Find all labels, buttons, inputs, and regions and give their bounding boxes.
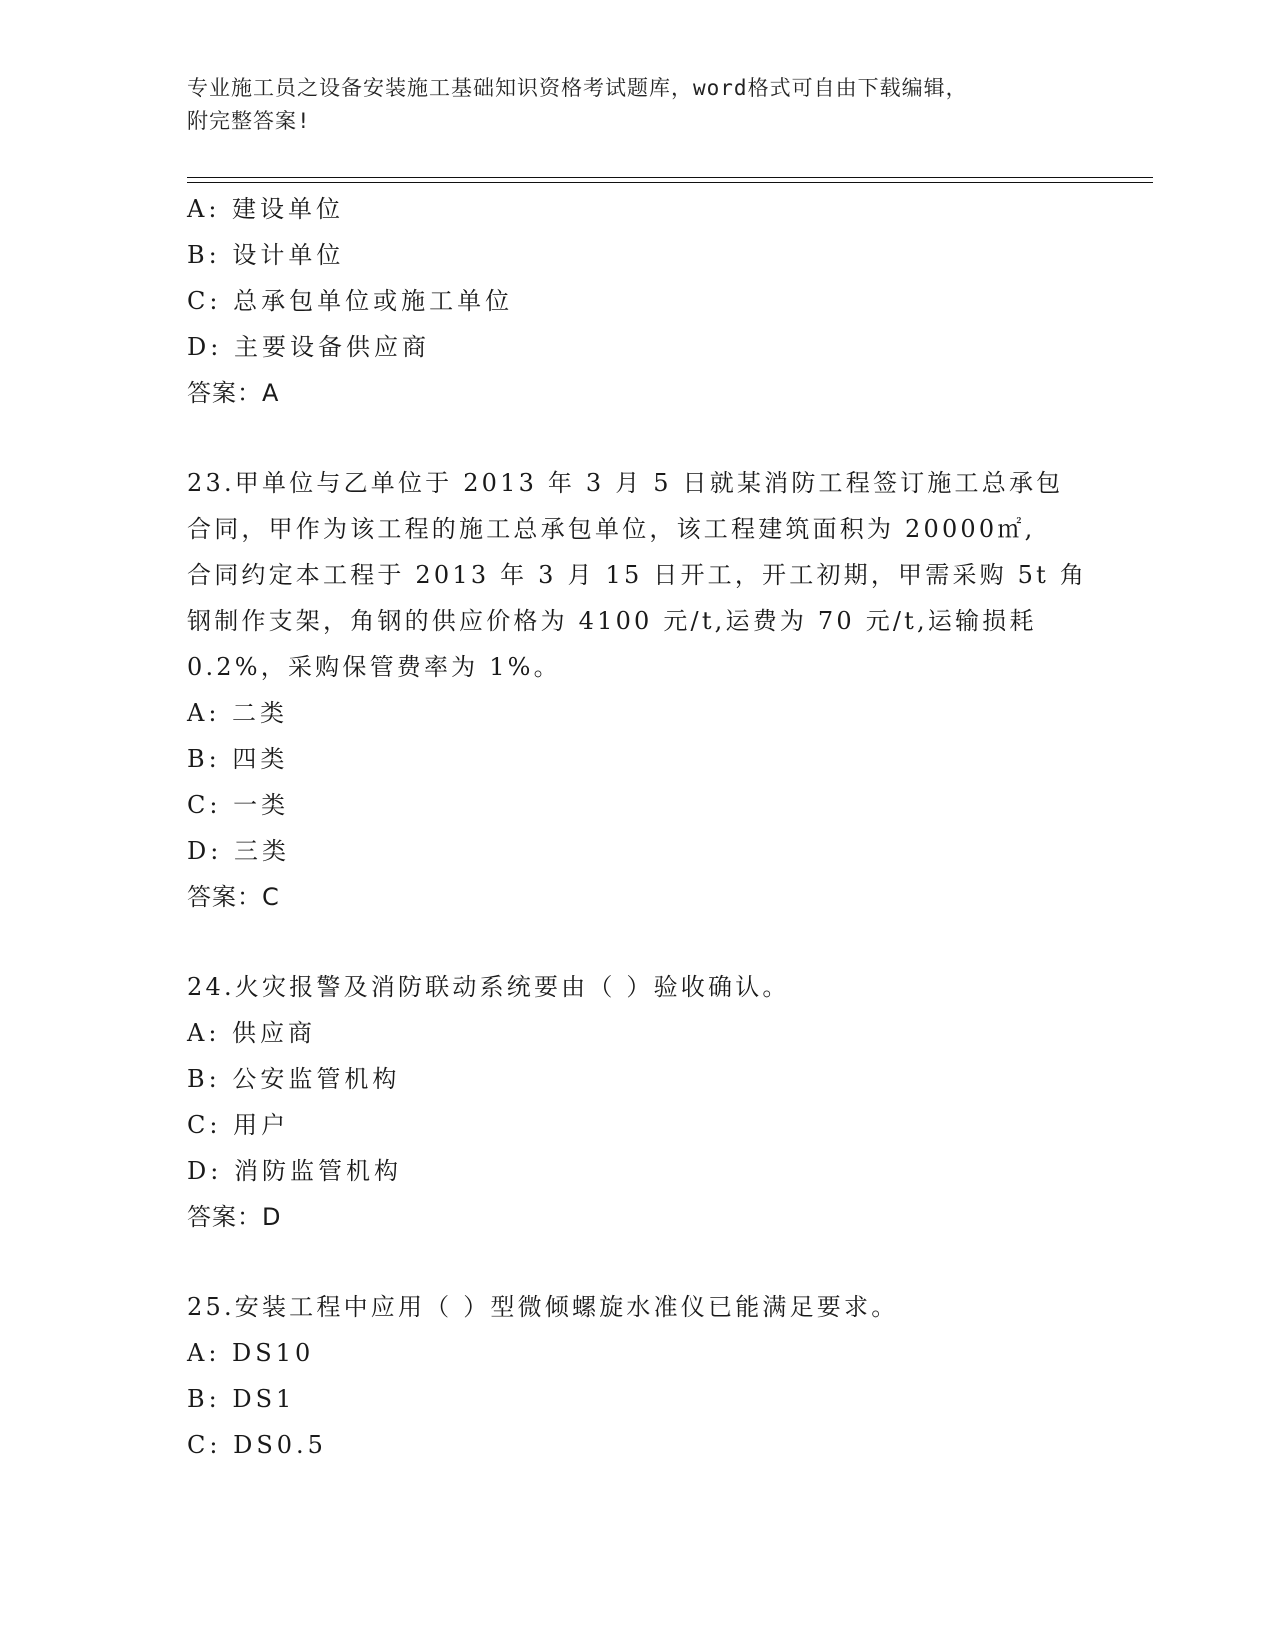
option-a: A: 建设单位 [187, 195, 345, 223]
answer-line: 答案：A [187, 379, 280, 407]
option-b: B: DS1 [187, 1385, 296, 1413]
header-rule-bottom [187, 182, 1153, 183]
option-d: D: 消防监管机构 [187, 1157, 402, 1185]
question-list [187, 186, 1087, 1468]
answer-line: 答案：C [187, 883, 280, 911]
option-c: C: 用户 [187, 1111, 290, 1139]
option-c: C: 总承包单位或施工单位 [187, 287, 514, 315]
question-stem-line: 25.安装工程中应用（ ）型微倾螺旋水准仪已能满足要求。 [187, 1293, 899, 1321]
header-line-1: 专业施工员之设备安装施工基础知识资格考试题库，word格式可自由下载编辑， [187, 76, 968, 100]
option-d: D: 主要设备供应商 [187, 333, 430, 361]
option-c: C: DS0.5 [187, 1431, 327, 1459]
question-23 [187, 460, 1087, 920]
question-stem-line: 合同约定本工程于 2013 年 3 月 15 日开工，开工初期，甲需采购 5t 角 [187, 561, 1088, 589]
option-a: A: 供应商 [187, 1019, 317, 1047]
question-stem-line: 钢制作支架，角钢的供应价格为 4100 元/t,运费为 70 元/t,运输损耗 [187, 607, 1037, 635]
question-24 [187, 964, 1087, 1240]
question-stem-line: 24.火灾报警及消防联动系统要由（ ）验收确认。 [187, 973, 790, 1001]
answer-line: 答案：D [187, 1203, 282, 1231]
option-b: B: 设计单位 [187, 241, 345, 269]
option-d: D: 三类 [187, 837, 290, 865]
option-c: C: 一类 [187, 791, 290, 819]
question-22 [187, 186, 1087, 416]
option-a: A: 二类 [187, 699, 289, 727]
header-line-2: 附完整答案! [187, 109, 311, 133]
question-stem-line: 23.甲单位与乙单位于 2013 年 3 月 5 日就某消防工程签订施工总承包 [187, 469, 1064, 497]
option-a: A: DS10 [187, 1339, 315, 1367]
option-b: B: 公安监管机构 [187, 1065, 401, 1093]
option-b: B: 四类 [187, 745, 289, 773]
question-stem-line: 合同，甲作为该工程的施工总承包单位，该工程建筑面积为 20000㎡, [187, 515, 1036, 543]
header-rule-top [187, 177, 1153, 178]
question-stem-line: 0.2%，采购保管费率为 1%。 [187, 653, 561, 681]
question-25 [187, 1284, 1087, 1468]
document-header [187, 72, 1067, 138]
